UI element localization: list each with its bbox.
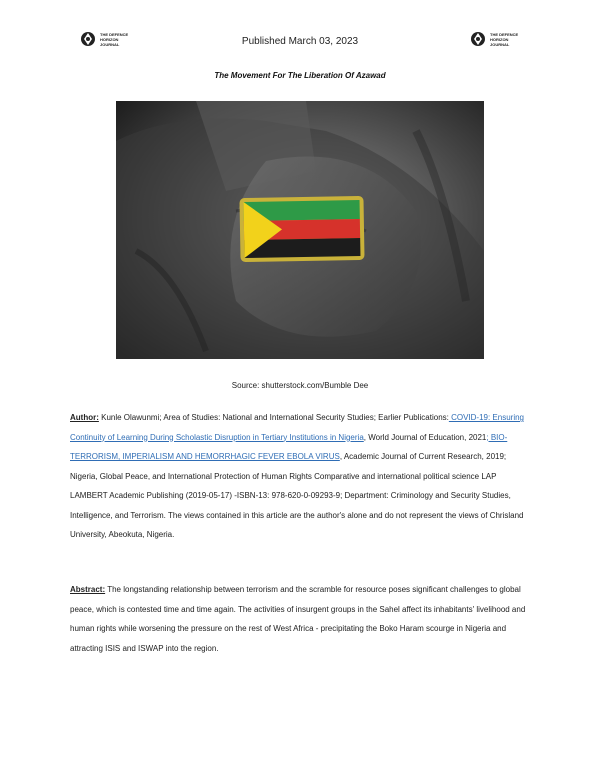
article-photo bbox=[116, 101, 484, 359]
logo-wordmark bbox=[490, 32, 518, 47]
logo-line-2: HORIZON bbox=[490, 36, 509, 42]
abstract-paragraph bbox=[70, 580, 532, 658]
logo-line-3: JOURNAL bbox=[490, 41, 510, 47]
abstract-text: The longstanding relationship between terrorism and the scramble for resource poses significant challenges to global peace, which is contested time and time again. The activities of insurgent groups in the Sahel affect its inhabitants' livelihood and human rights while worsening the pressure on the rest of West Africa - precipitating the Boko Haram scourge in Nigeria and attracting ISIS and ISWAP into the region. bbox=[70, 585, 526, 653]
logo-line-3: JOURNAL bbox=[100, 41, 120, 47]
logo-line-2: HORIZON bbox=[100, 36, 119, 42]
journal-logo-right bbox=[470, 31, 518, 47]
shield-emblem-icon bbox=[470, 31, 486, 47]
azawad-flag-patch bbox=[239, 196, 364, 262]
author-text-1: Kunle Olawunmi; Area of Studies: National and International Security Studies; Earlier Publications: bbox=[98, 413, 449, 422]
author-label: Author: bbox=[70, 413, 99, 422]
publication-link-bioterrorism[interactable]: ; BIO-TERRORISM, IMPERIALISM AND HEMORRHAGIC FEVER EBOLA VIRUS bbox=[70, 432, 508, 461]
author-text-3: , Academic Journal of Current Research, 2019; Nigeria, Global Peace, and International Protection of Human Rights Comparative and international political science LAP LAMBERT Academic Publishing (2019-05-17) -ISBN-13: 978-620-0-09293-9; Department: Criminology and Security Studies, Intelligence, and Terrorism. The views contained in this article are the author's alone and do not represent the views of Chrisland University, Abeokuta, Nigeria. bbox=[70, 452, 524, 539]
publication-link-covid[interactable]: COVID-19: Ensuring Continuity of Learning During Scholastic Disruption in Tertiary Institutions in Nigeria bbox=[70, 413, 524, 442]
author-paragraph bbox=[70, 408, 532, 545]
logo-line-1: THE DEFENCE bbox=[490, 31, 519, 37]
image-caption: Source: shutterstock.com/Bumble Dee bbox=[231, 381, 369, 390]
author-text-2: , World Journal of Education, 2021 bbox=[363, 432, 487, 442]
article-title: The Movement For The Liberation Of Azawad bbox=[214, 71, 386, 80]
publish-date: Published March 03, 2023 bbox=[241, 36, 359, 47]
logo-line-1: THE DEFENCE bbox=[100, 31, 129, 37]
abstract-label: Abstract: bbox=[70, 585, 106, 594]
